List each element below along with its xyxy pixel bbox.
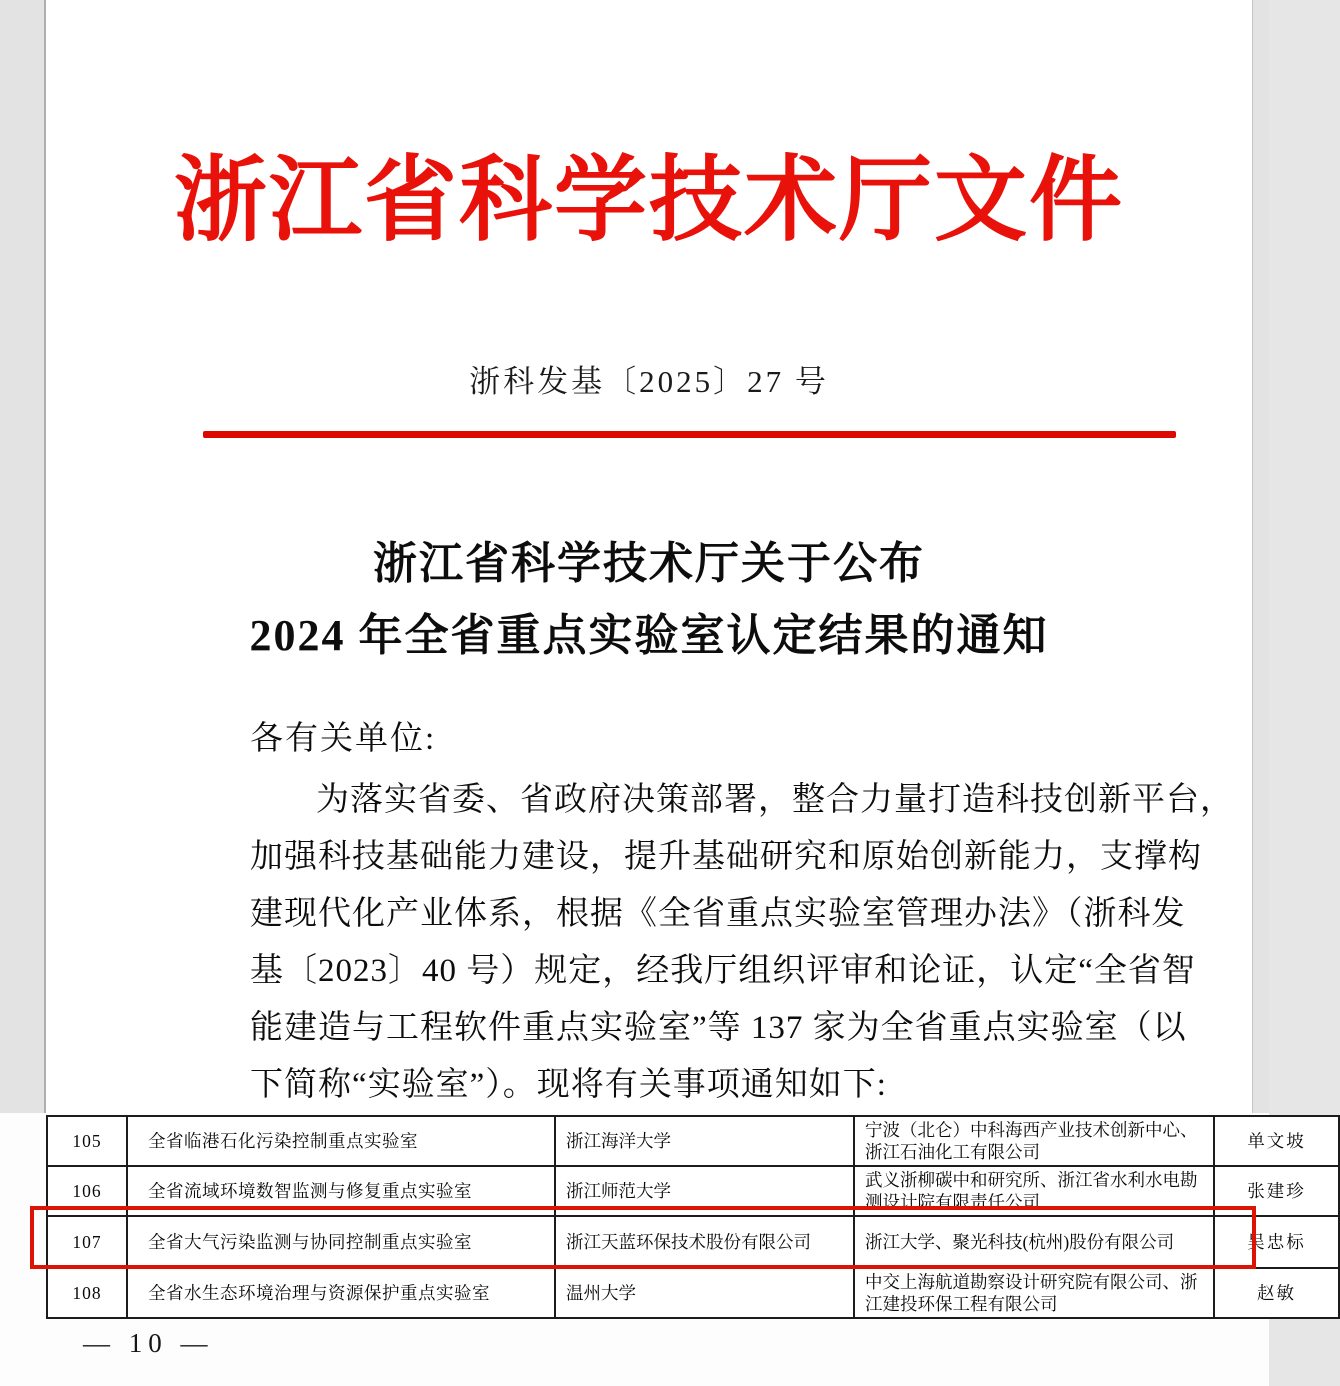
cell-person: 单文坡 xyxy=(1214,1116,1339,1166)
cell-partners: 武义浙柳碳中和研究所、浙江省水利水电勘测设计院有限责任公司 xyxy=(854,1166,1214,1216)
cell-person: 吴忠标 xyxy=(1214,1216,1339,1268)
cell-org: 温州大学 xyxy=(555,1268,854,1318)
paragraph-line: 下简称“实验室”）。现将有关事项通知如下: xyxy=(250,1067,887,1103)
cell-org: 浙江海洋大学 xyxy=(555,1116,854,1166)
table-row xyxy=(47,1116,1339,1166)
paragraph-line: 加强科技基础能力建设，提升基础研究和原始创新能力，支撑构 xyxy=(250,839,1202,875)
cell-partners: 宁波（北仑）中科海西产业技术创新中心、浙江石油化工有限公司 xyxy=(854,1116,1214,1166)
letterhead-title: 浙江省科学技术厅文件 xyxy=(174,150,1124,253)
notice-title-line2: 2024 年全省重点实验室认定结果的通知 xyxy=(249,611,1049,660)
page-number: — 10 — xyxy=(83,1328,214,1358)
paragraph-line: 基〔2023〕40 号）规定，经我厅组织评审和论证，认定“全省智 xyxy=(250,953,1196,989)
cell-no: 105 xyxy=(47,1116,127,1166)
document-page xyxy=(44,0,1253,1113)
notice-title xyxy=(46,528,1252,672)
cell-no: 106 xyxy=(47,1166,127,1216)
results-table-body xyxy=(47,1116,1339,1318)
letterhead-divider-rule xyxy=(203,431,1176,438)
cell-lab: 全省临港石化污染控制重点实验室 xyxy=(127,1116,555,1166)
cell-lab: 全省流域环境数智监测与修复重点实验室 xyxy=(127,1166,555,1216)
document-number: 浙科发基〔2025〕27 号 xyxy=(469,364,829,399)
cell-person: 赵敏 xyxy=(1214,1268,1339,1318)
cell-lab: 全省大气污染监测与协同控制重点实验室 xyxy=(127,1216,555,1268)
cell-org: 浙江天蓝环保技术股份有限公司 xyxy=(555,1216,854,1268)
cell-partners: 中交上海航道勘察设计研究院有限公司、浙江建投环保工程有限公司 xyxy=(854,1268,1214,1318)
cell-no: 108 xyxy=(47,1268,127,1318)
cell-org: 浙江师范大学 xyxy=(555,1166,854,1216)
table-row xyxy=(47,1166,1339,1216)
cell-no: 107 xyxy=(47,1216,127,1268)
paragraph-line: 能建造与工程软件重点实验室”等 137 家为全省重点实验室（以 xyxy=(250,1010,1187,1046)
cell-lab: 全省水生态环境治理与资源保护重点实验室 xyxy=(127,1268,555,1318)
cell-person: 张建珍 xyxy=(1214,1166,1339,1216)
paragraph-line: 建现代化产业体系，根据《全省重点实验室管理办法》（浙科发 xyxy=(250,896,1186,932)
body-paragraph xyxy=(250,772,1234,1114)
salutation: 各有关单位: xyxy=(250,721,437,757)
notice-title-line1: 浙江省科学技术厅关于公布 xyxy=(373,539,925,588)
table-row xyxy=(47,1216,1339,1268)
cell-partners: 浙江大学、聚光科技(杭州)股份有限公司 xyxy=(854,1216,1214,1268)
table-row xyxy=(47,1268,1339,1318)
results-table xyxy=(46,1115,1340,1319)
paragraph-line: 为落实省委、省政府决策部署，整合力量打造科技创新平台， xyxy=(316,782,1234,818)
page-margin-left xyxy=(0,0,44,1114)
